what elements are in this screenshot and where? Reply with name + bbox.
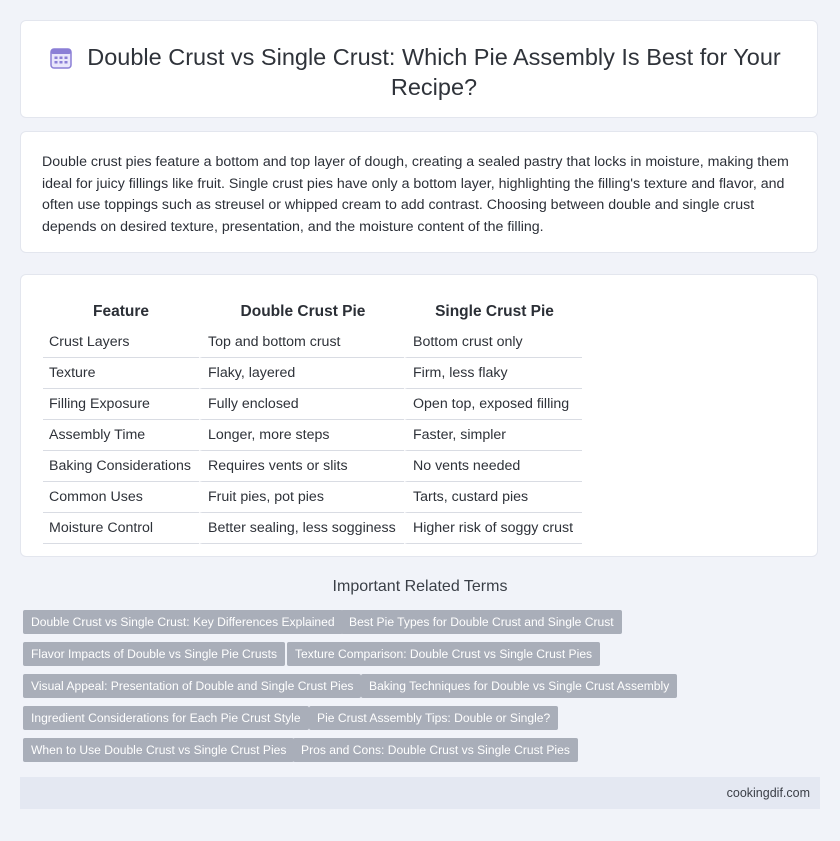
- intro-paragraph: Double crust pies feature a bottom and top layer of dough, creating a sealed pastry that locks in moisture, making them ideal for juicy fillings like fruit. Single crust pies have only a bottom layer, highlighting the filling's texture and flavor, and often use toppings such as streusel or whipped cream to add contrast. Choosing between double and single crust depends on desired texture, presentation, and the moisture content of the filling.: [42, 154, 789, 235]
- table-cell: Texture: [43, 358, 199, 389]
- related-term-tag[interactable]: Pros and Cons: Double Crust vs Single Crust Pies: [293, 738, 578, 762]
- comparison-table: [43, 293, 582, 544]
- related-term-tag[interactable]: Visual Appeal: Presentation of Double and Single Crust Pies: [23, 674, 361, 698]
- table-row: [43, 389, 582, 420]
- table-row: [43, 482, 582, 513]
- table-cell: Firm, less flaky: [404, 358, 582, 389]
- related-term-tag[interactable]: When to Use Double Crust vs Single Crust Pies: [23, 738, 294, 762]
- table-cell: Fruit pies, pot pies: [199, 482, 404, 513]
- table-row: [43, 358, 582, 389]
- table-cell: No vents needed: [404, 451, 582, 482]
- table-cell: Filling Exposure: [43, 389, 199, 420]
- related-term-tag[interactable]: Best Pie Types for Double Crust and Single Crust: [341, 610, 622, 634]
- table-cell: Crust Layers: [43, 327, 199, 358]
- table-cell: Assembly Time: [43, 420, 199, 451]
- related-term-tag[interactable]: Flavor Impacts of Double vs Single Pie Crusts: [23, 642, 285, 666]
- table-cell: Common Uses: [43, 482, 199, 513]
- header-single-crust: Single Crust Pie: [404, 293, 582, 327]
- table-cell: Open top, exposed filling: [404, 389, 582, 420]
- intro-card: [20, 131, 818, 253]
- table-cell: Better sealing, less sogginess: [199, 513, 404, 544]
- table-cell: Faster, simpler: [404, 420, 582, 451]
- table-header-row: [43, 293, 582, 327]
- table-cell: Longer, more steps: [199, 420, 404, 451]
- table-cell: Higher risk of soggy crust: [404, 513, 582, 544]
- table-row: [43, 513, 582, 544]
- footer: [20, 777, 820, 809]
- table-cell: Bottom crust only: [404, 327, 582, 358]
- header-double-crust: Double Crust Pie: [199, 293, 404, 327]
- comparison-card: [20, 274, 818, 557]
- header-card: [20, 20, 818, 118]
- table-cell: Flaky, layered: [199, 358, 404, 389]
- table-cell: Top and bottom crust: [199, 327, 404, 358]
- related-term-tag[interactable]: Ingredient Considerations for Each Pie Crust Style: [23, 706, 309, 730]
- table-cell: Fully enclosed: [199, 389, 404, 420]
- related-term-tag[interactable]: Double Crust vs Single Crust: Key Differences Explained: [23, 610, 343, 634]
- table-cell: Tarts, custard pies: [404, 482, 582, 513]
- related-term-tag[interactable]: Baking Techniques for Double vs Single Crust Assembly: [361, 674, 677, 698]
- related-terms-heading: Important Related Terms: [332, 578, 508, 595]
- related-term-tag[interactable]: Pie Crust Assembly Tips: Double or Single?: [309, 706, 558, 730]
- table-cell: Requires vents or slits: [199, 451, 404, 482]
- table-row: [43, 420, 582, 451]
- related-term-tag[interactable]: Texture Comparison: Double Crust vs Single Crust Pies: [287, 642, 600, 666]
- table-row: [43, 451, 582, 482]
- table-row: [43, 327, 582, 358]
- footer-site-name[interactable]: cookingdif.com: [726, 786, 810, 800]
- page-title: Double Crust vs Single Crust: Which Pie Assembly Is Best for Your Recipe?: [87, 44, 781, 100]
- table-cell: Baking Considerations: [43, 451, 199, 482]
- table-cell: Moisture Control: [43, 513, 199, 544]
- header-feature: Feature: [93, 303, 149, 320]
